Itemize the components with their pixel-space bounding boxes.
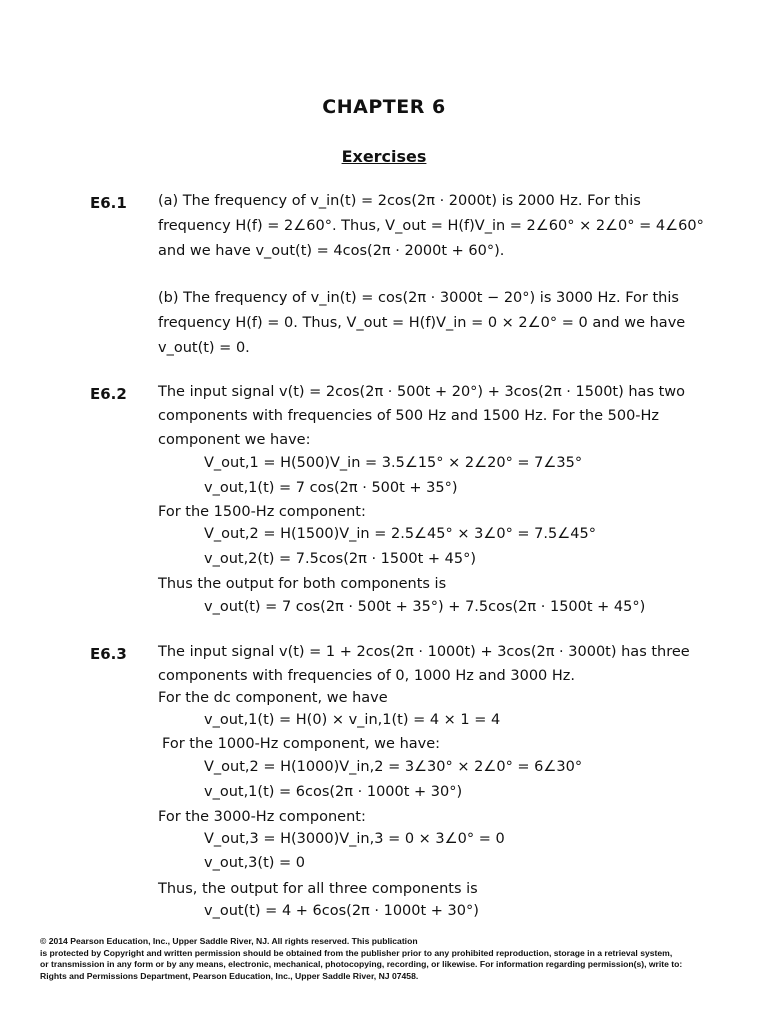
exercise-line: (b) The frequency of v_in(t) = cos(2π · 3000t − 20°) is 3000 Hz. For this xyxy=(158,290,679,306)
exercise-line: For the 1000-Hz component, we have: xyxy=(162,736,441,752)
exercise-line: The input signal v(t) = 1 + 2cos(2π · 1000t) + 3cos(2π · 3000t) has three xyxy=(158,644,690,660)
exercise-equation: V_out,2 = H(1000)V_in,2 = 3∠30° × 2∠0° = 6∠30° xyxy=(204,759,583,775)
chapter-title: CHAPTER 6 xyxy=(322,96,446,118)
copyright-line: is protected by Copyright and written permission should be obtained from the publisher prior to any prohibited reproduction, storage in a retrieval system, xyxy=(40,947,673,958)
exercise-equation: v_out,1(t) = 7 cos(2π · 500t + 35°) xyxy=(204,480,458,496)
exercise-line: For the 1500-Hz component: xyxy=(158,504,366,520)
exercise-line: components with frequencies of 0, 1000 Hz and 3000 Hz. xyxy=(158,668,576,684)
exercise-line: Thus, the output for all three components is xyxy=(158,881,478,897)
exercise-equation: V_out,3 = H(3000)V_in,3 = 0 × 3∠0° = 0 xyxy=(204,831,505,847)
section-title: Exercises xyxy=(341,147,427,166)
copyright-line: © 2014 Pearson Education, Inc., Upper Saddle River, NJ. All rights reserved. This publication xyxy=(40,936,418,946)
exercise-line: components with frequencies of 500 Hz and 1500 Hz. For the 500-Hz xyxy=(158,408,660,424)
exercise-line: v_out(t) = 0. xyxy=(158,340,250,356)
exercise-label-e6-3: E6.3 xyxy=(90,645,127,663)
exercise-line: frequency H(f) = 2∠60°. Thus, V_out = H(f)V_in = 2∠60° × 2∠0° = 4∠60° xyxy=(158,218,704,234)
exercise-line: frequency H(f) = 0. Thus, V_out = H(f)V_in = 0 × 2∠0° = 0 and we have xyxy=(158,315,686,331)
exercise-equation: v_out,1(t) = H(0) × v_in,1(t) = 4 × 1 = 4 xyxy=(204,712,501,728)
exercise-line: and we have v_out(t) = 4cos(2π · 2000t + 60°). xyxy=(158,243,505,259)
exercise-label-e6-2: E6.2 xyxy=(90,385,127,403)
exercise-equation: v_out,3(t) = 0 xyxy=(204,855,306,871)
exercise-line: (a) The frequency of v_in(t) = 2cos(2π · 2000t) is 2000 Hz. For this xyxy=(158,193,641,209)
exercise-equation: V_out,2 = H(1500)V_in = 2.5∠45° × 3∠0° = 7.5∠45° xyxy=(204,526,596,542)
exercise-line: Thus the output for both components is xyxy=(158,576,447,592)
exercise-equation: v_out(t) = 7 cos(2π · 500t + 35°) + 7.5cos(2π · 1500t + 45°) xyxy=(204,599,646,615)
exercise-label-e6-1: E6.1 xyxy=(90,194,127,212)
exercise-line: For the dc component, we have xyxy=(158,690,388,706)
copyright-line: or transmission in any form or by any means, electronic, mechanical, photocopying, recording, or likewise. For information regarding permission(s), write to: xyxy=(40,959,683,969)
exercise-equation: v_out,1(t) = 6cos(2π · 1000t + 30°) xyxy=(204,784,463,800)
copyright-footer xyxy=(40,936,740,982)
exercise-line: component we have: xyxy=(158,432,311,448)
exercise-equation: V_out,1 = H(500)V_in = 3.5∠15° × 2∠20° = 7∠35° xyxy=(204,455,583,471)
exercise-line: The input signal v(t) = 2cos(2π · 500t + 20°) + 3cos(2π · 1500t) has two xyxy=(158,384,686,400)
exercise-equation: v_out,2(t) = 7.5cos(2π · 1500t + 45°) xyxy=(204,551,476,567)
exercise-equation: v_out(t) = 4 + 6cos(2π · 1000t + 30°) xyxy=(204,903,479,919)
copyright-line: Rights and Permissions Department, Pearson Education, Inc., Upper Saddle River, NJ 07458. xyxy=(40,970,419,981)
exercise-line: For the 3000-Hz component: xyxy=(158,809,366,825)
